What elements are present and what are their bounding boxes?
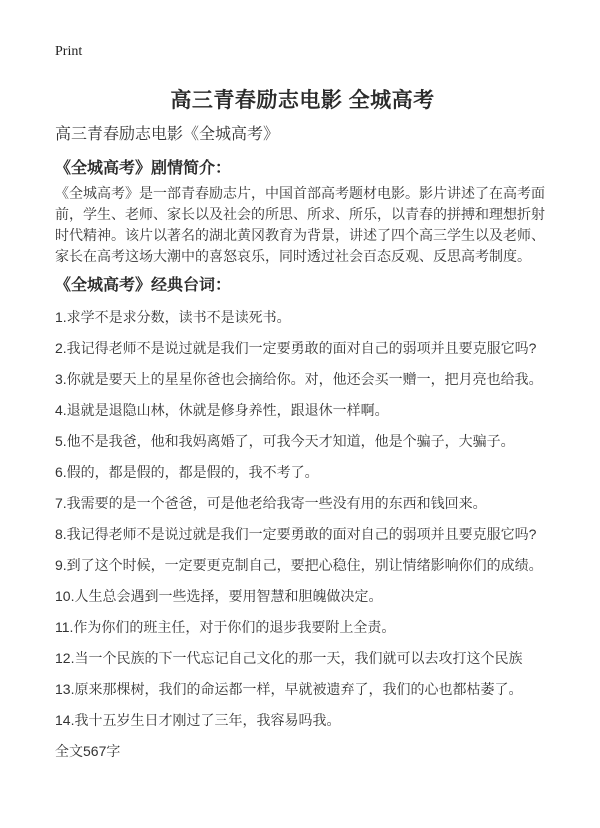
quote-line-8: 8.我记得老师不是说过就是我们一定要勇敢的面对自己的弱项并且要克服它吗? <box>55 526 537 542</box>
quotes-heading: 《全城高考》经典台词： <box>55 277 232 294</box>
quote-line-6: 6.假的，都是假的，都是假的，我不考了。 <box>55 464 319 480</box>
quote-line-12: 12.当一个民族的下一代忘记自己文化的那一天，我们就可以去攻打这个民族 <box>55 650 523 666</box>
synopsis-paragraph: 《全城高考》是一部青春励志片，中国首部高考题材电影。影片讲述了在高考面前，学生、老师、家长以及社会的所思、所求、所乐，以青春的拼搏和理想折射时代精神。该片以著名的湖北黄冈教育为背景，讲述了四个高三学生以及老师、家长在高考这场大潮中的喜怒哀乐，同时透过社会百态反观、反思高考制度。 <box>55 185 545 264</box>
synopsis-heading: 《全城高考》剧情简介： <box>55 160 232 177</box>
quote-line-10: 10.人生总会遇到一些选择，要用智慧和胆魄做决定。 <box>55 588 383 604</box>
quote-line-4: 4.退就是退隐山林，休就是修身养性，跟退休一样啊。 <box>55 402 389 418</box>
quote-line-5: 5.他不是我爸，他和我妈离婚了，可我今天才知道，他是个骗子，大骗子。 <box>55 433 515 449</box>
quote-line-1: 1.求学不是求分数，读书不是读死书。 <box>55 309 291 325</box>
print-link[interactable]: Print <box>55 44 83 59</box>
quote-line-2: 2.我记得老师不是说过就是我们一定要勇敢的面对自己的弱项并且要克服它吗? <box>55 340 537 356</box>
word-count: 全文567字 <box>55 743 121 759</box>
article-subtitle: 高三青春励志电影《全城高考》 <box>55 126 280 143</box>
quote-line-13: 13.原来那棵树，我们的命运都一样，早就被遗弃了，我们的心也都枯萎了。 <box>55 681 523 697</box>
quote-line-3: 3.你就是要天上的星星你爸也会摘给你。对，他还会买一赠一，把月亮也给我。 <box>55 371 543 387</box>
quote-line-14: 14.我十五岁生日才刚过了三年，我容易吗我。 <box>55 712 341 728</box>
quote-line-7: 7.我需要的是一个爸爸，可是他老给我寄一些没有用的东西和钱回来。 <box>55 495 487 511</box>
page-title: 高三青春励志电影 全城高考 <box>170 89 435 112</box>
quote-line-9: 9.到了这个时候，一定要更克制自己，要把心稳住，别让情绪影响你们的成绩。 <box>55 557 543 573</box>
quote-line-11: 11.作为你们的班主任，对于你们的退步我要附上全责。 <box>55 619 396 635</box>
